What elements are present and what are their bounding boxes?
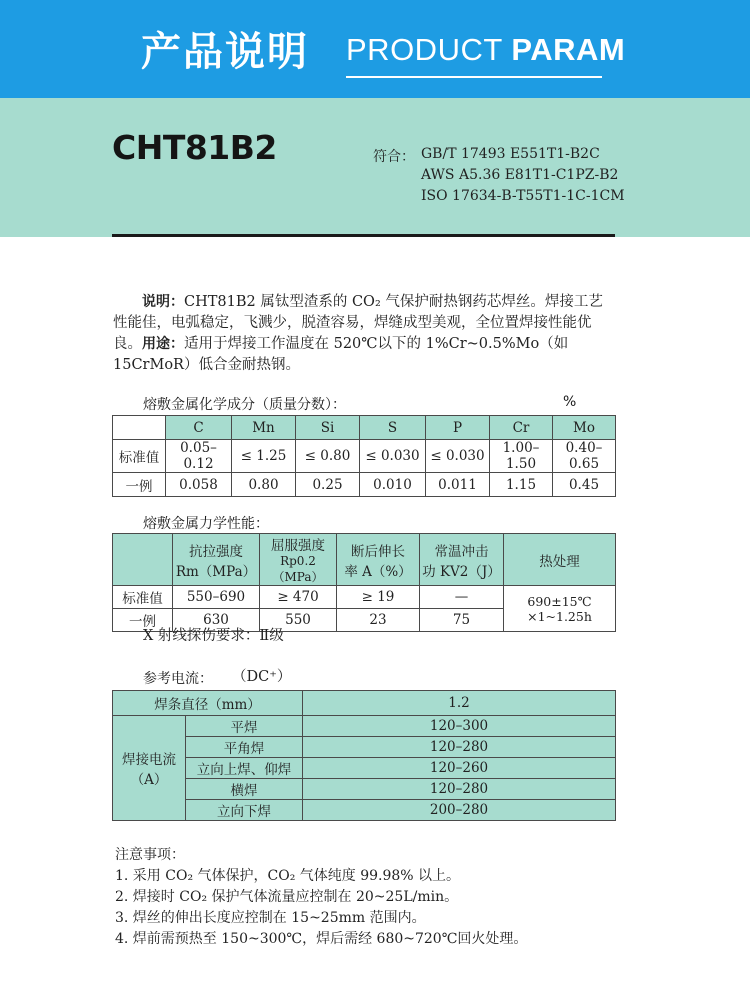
mech-row-label: 标准值 (113, 586, 173, 609)
chem-header-cr: Cr (490, 416, 553, 440)
note-item: 3. 焊丝的伸出长度应控制在 15~25mm 范围内。 (115, 910, 426, 926)
note-item: 2. 焊接时 CO₂ 保护气体流量应控制在 20~25L/min。 (115, 889, 459, 905)
chem-unit: % (563, 394, 577, 410)
mech-header-line1: 断后伸长 (351, 543, 405, 560)
mech-header-heat: 热处理 (504, 534, 616, 586)
current-range: 200–280 (303, 800, 616, 821)
usage-paragraph (113, 334, 615, 376)
current-row (113, 716, 616, 737)
description-label: 说明： (142, 294, 184, 310)
mech-header-line2: Rm（MPa） (175, 563, 257, 580)
welding-current-label (113, 716, 186, 821)
notes-section (115, 845, 527, 950)
position-label: 立向上焊、仰焊 (186, 758, 303, 779)
mech-cell: 550–690 (173, 586, 260, 609)
product-model: CHT81B2 (112, 128, 277, 167)
chem-cell: 0.05–0.12 (166, 440, 232, 473)
mech-header-line1: 常温冲击 (434, 543, 489, 560)
mech-cell: — (420, 586, 504, 609)
chem-header-p: P (426, 416, 490, 440)
standard-iso: ISO 17634-B-T55T1-1C-1CM (421, 188, 625, 204)
banner-title-en-bold: PARAM (511, 32, 626, 67)
diameter-label: 焊条直径（mm） (113, 691, 303, 716)
chem-header-c: C (166, 416, 232, 440)
notes-title: 注意事项： (115, 847, 185, 863)
mech-header-line1: 抗拉强度 (189, 543, 243, 560)
chem-header-mn: Mn (232, 416, 296, 440)
position-label: 立向下焊 (186, 800, 303, 821)
chem-cell: 1.00–1.50 (490, 440, 553, 473)
product-hero (0, 98, 750, 237)
mech-title: 熔敷金属力学性能： (143, 516, 269, 532)
current-diameter-row (113, 691, 616, 716)
chem-cell: 0.011 (426, 473, 490, 497)
chem-title: 熔敷金属化学成分（质量分数）： (143, 397, 346, 413)
chem-cell: ≤ 1.25 (232, 440, 296, 473)
chem-cell: ≤ 0.80 (296, 440, 360, 473)
chem-cell: 0.45 (553, 473, 616, 497)
description-text: CHT81B2 属钛型渣系的 CO₂ 气保护耐热钢药芯焊丝。焊接工艺性能佳，电弧稳定，飞溅少，脱渣容易，焊缝成型美观，全位置焊接性能优良。 (113, 294, 603, 352)
mech-cell: ≥ 19 (337, 586, 420, 609)
chem-header-s: S (360, 416, 426, 440)
standard-aws: AWS A5.36 E81T1-C1PZ-B2 (421, 167, 619, 183)
chem-cell: 1.15 (490, 473, 553, 497)
current-range: 120–280 (303, 737, 616, 758)
usage-text: 适用于焊接工作温度在 520℃以下的 1%Cr~0.5%Mo（如 15CrMoR）低合金耐热钢。 (113, 336, 569, 373)
usage-label: 用途： (142, 336, 184, 352)
chem-cell: ≤ 0.030 (426, 440, 490, 473)
position-label: 横焊 (186, 779, 303, 800)
current-row (113, 779, 616, 800)
mech-heat-value: 690±15℃ ×1~1.25h (504, 586, 616, 632)
standard-gb: GB/T 17493 E551T1-B2C (421, 146, 600, 162)
chem-row-standard (113, 440, 616, 473)
welding-current-label-line1: 焊接电流 (122, 752, 176, 768)
mech-header-elongation (337, 534, 420, 586)
mech-header-yield (260, 534, 337, 586)
chem-cell: 0.25 (296, 473, 360, 497)
banner-title-en-light: PRODUCT (346, 32, 512, 67)
welding-current-label-line2: （A） (130, 772, 168, 788)
note-item: 4. 焊前需预热至 150~300℃，焊后需经 680~720℃回火处理。 (115, 931, 528, 947)
diameter-value: 1.2 (303, 691, 616, 716)
hero-divider (112, 234, 615, 237)
current-table (112, 690, 616, 821)
mech-row-standard (113, 586, 616, 609)
mech-header-line1: 屈服强度 (271, 538, 325, 554)
note-item: 1. 采用 CO₂ 气体保护，CO₂ 气体纯度 99.98% 以上。 (115, 868, 461, 884)
mech-header-line2: 功 KV2（J） (422, 563, 501, 580)
current-type: （DC⁺） (232, 669, 292, 685)
mech-header-line2: 率 A（%） (344, 563, 412, 580)
mech-header-impact (420, 534, 504, 586)
current-range: 120–260 (303, 758, 616, 779)
chem-cell: 0.010 (360, 473, 426, 497)
chem-row-example (113, 473, 616, 497)
chem-corner-cell (113, 416, 166, 440)
chem-cell: 0.40–0.65 (553, 440, 616, 473)
current-range: 120–300 (303, 716, 616, 737)
mech-header-tensile (173, 534, 260, 586)
current-range: 120–280 (303, 779, 616, 800)
mech-cell: ≥ 470 (260, 586, 337, 609)
banner-underline (346, 76, 602, 78)
mech-cell: 550 (260, 609, 337, 632)
mech-cell: 23 (337, 609, 420, 632)
mech-header-line2: Rp0.2（MPa） (272, 554, 324, 584)
current-row (113, 737, 616, 758)
chem-cell: ≤ 0.030 (360, 440, 426, 473)
position-label: 平角焊 (186, 737, 303, 758)
banner-title-zh: 产品说明 (141, 29, 309, 75)
current-row (113, 758, 616, 779)
position-label: 平焊 (186, 716, 303, 737)
header-banner (0, 0, 750, 98)
chem-cell: 0.058 (166, 473, 232, 497)
current-title: 参考电流： (143, 671, 213, 687)
mech-table (112, 533, 616, 632)
chem-header-row (113, 416, 616, 440)
chem-row-label: 标准值 (113, 440, 166, 473)
chem-row-label: 一例 (113, 473, 166, 497)
chem-table (112, 415, 616, 497)
banner-title-en (346, 32, 625, 68)
chem-header-si: Si (296, 416, 360, 440)
current-row (113, 800, 616, 821)
mech-corner-cell (113, 534, 173, 586)
mech-cell: 75 (420, 609, 504, 632)
chem-header-mo: Mo (553, 416, 616, 440)
standards-label: 符合： (373, 149, 415, 165)
chem-cell: 0.80 (232, 473, 296, 497)
mech-header-row (113, 534, 616, 586)
mech-cell: 630 (173, 609, 260, 632)
xray-requirement: X 射线探伤要求：Ⅱ级 (143, 628, 284, 644)
mech-row-label: 一例 (113, 609, 173, 632)
